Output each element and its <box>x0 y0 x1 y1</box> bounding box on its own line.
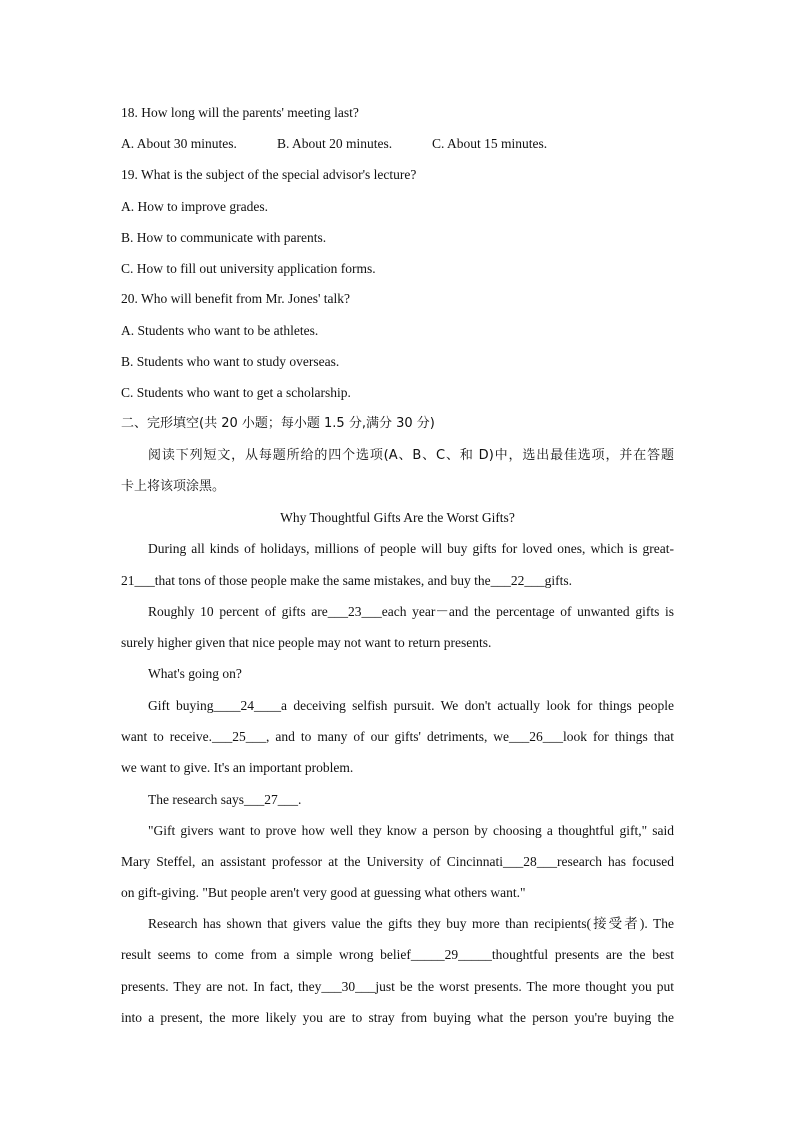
passage-line: The research says___27___. <box>148 792 302 807</box>
question-19-option-c: C. How to fill out university application forms. <box>121 261 376 276</box>
passage-line: Research has shown that givers value the gifts they buy more than recipients(接受者). The <box>148 916 674 931</box>
passage-line: on gift-giving. "But people aren't very good at guessing what others want." <box>121 885 526 900</box>
section-instructions-line-1: 阅读下列短文，从每题所给的四个选项(A、B、C、和 D)中，选出最佳选项，并在答题 <box>148 448 674 463</box>
passage-line: During all kinds of holidays, millions of people will buy gifts for loved ones, which is great- <box>148 541 674 556</box>
passage-line: want to receive.___25___, and to many of our gifts' detriments, we___26___look for things that <box>121 729 674 744</box>
option-c: C. About 15 minutes. <box>432 136 548 151</box>
option-b: B. About 20 minutes. <box>277 136 393 151</box>
passage-line: Mary Steffel, an assistant professor at the University of Cincinnati___28___research has focused <box>121 854 674 869</box>
passage-line: What's going on? <box>148 666 242 681</box>
question-20-option-a: A. Students who want to be athletes. <box>121 323 319 338</box>
question-20-stem: 20. Who will benefit from Mr. Jones' talk? <box>121 291 351 306</box>
passage-line: we want to give. It's an important problem. <box>121 760 354 775</box>
passage-line: 21___that tons of those people make the same mistakes, and buy the___22___gifts. <box>121 573 573 588</box>
question-18-stem: 18. How long will the parents' meeting last? <box>121 105 359 120</box>
section-instructions-line-2: 卡上将该项涂黑。 <box>121 479 226 494</box>
passage-line: "Gift givers want to prove how well they know a person by choosing a thoughtful gift," said <box>148 823 674 838</box>
question-19-stem: 19. What is the subject of the special advisor's lecture? <box>121 167 417 182</box>
passage-title: Why Thoughtful Gifts Are the Worst Gifts? <box>280 510 515 525</box>
question-19-option-b: B. How to communicate with parents. <box>121 230 327 245</box>
question-20-option-b: B. Students who want to study overseas. <box>121 354 340 369</box>
passage-line: presents. They are not. In fact, they___30___just be the worst presents. The more thought you put <box>121 979 674 994</box>
question-19-option-a: A. How to improve grades. <box>121 199 268 214</box>
passage-line: result seems to come from a simple wrong belief_____29_____thoughtful presents are the best <box>121 947 674 962</box>
passage-line: Roughly 10 percent of gifts are___23___each year－and the percentage of unwanted gifts is <box>148 604 674 619</box>
question-20-option-c: C. Students who want to get a scholarship. <box>121 385 351 400</box>
section-heading: 二、完形填空(共 20 小题；每小题 1.5 分,满分 30 分) <box>121 416 435 431</box>
passage-line: Gift buying____24____a deceiving selfish pursuit. We don't actually look for things people <box>148 698 674 713</box>
passage-line: surely higher given that nice people may not want to return presents. <box>121 635 492 650</box>
question-18-options <box>121 135 674 153</box>
passage-line: into a present, the more likely you are to stray from buying what the person you're buying the <box>121 1010 674 1025</box>
option-a: A. About 30 minutes. <box>121 136 237 151</box>
